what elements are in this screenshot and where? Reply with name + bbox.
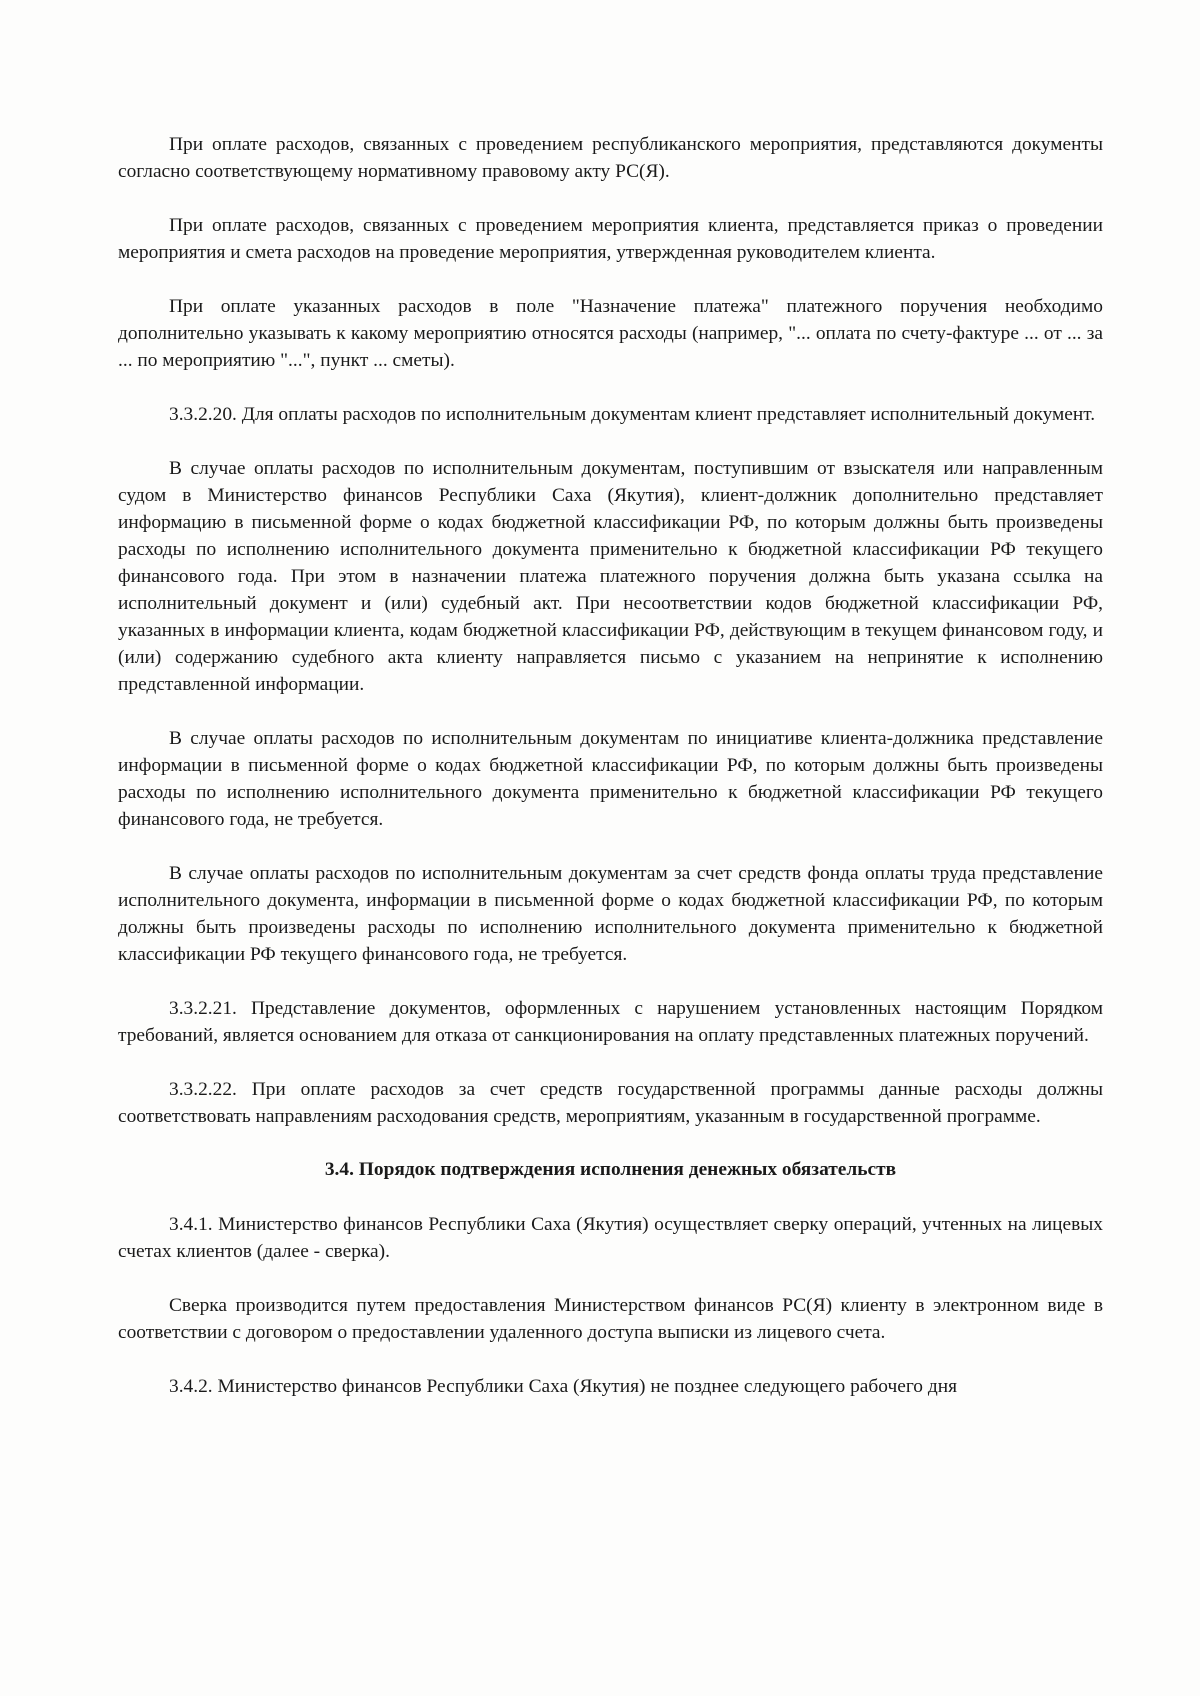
paragraph-3-3-2-20: 3.3.2.20. Для оплаты расходов по исполнительным документам клиент представляет исполнительный документ. — [169, 404, 1096, 425]
paragraph-executive-docs-claimant: В случае оплаты расходов по исполнительным документам, поступившим от взыскателя или направленным судом в Министерство финансов Республики Саха (Якутия), клиент-должник дополнительно представляет информацию в письменной форме о кодах бюджетной классификации РФ, по которым должны быть произведены расходы по исполнению исполнительного документа применительно к бюджетной классификации РФ текущего финансового года. При этом в назначении платежа платежного поручения должна быть указана ссылка на исполнительный документ и (или) судебный акт. При несоответствии кодов бюджетной классификации РФ, указанных в информации клиента, кодам бюджетной классификации РФ, действующим в текущем финансовом году, и (или) содержанию судебного акта клиенту направляется письмо с указанием на непринятие к исполнению представленной информации. — [118, 458, 1103, 695]
paragraph-3-4-1: 3.4.1. Министерство финансов Республики Саха (Якутия) осуществляет сверку операций, учтенных на лицевых счетах клиентов (далее - сверка). — [118, 1214, 1103, 1262]
paragraph-executive-docs-payroll: В случае оплаты расходов по исполнительным документам за счет средств фонда оплаты труда представление исполнительного документа, информации в письменной форме о кодах бюджетной классификации РФ, по которым должны быть произведены расходы по исполнению исполнительного документа применительно к бюджетной классификации РФ текущего финансового года, не требуется. — [118, 863, 1103, 965]
paragraph-client-event: При оплате расходов, связанных с проведением мероприятия клиента, представляется приказ о проведении мероприятия и смета расходов на проведение мероприятия, утвержденная руководителем клиента. — [118, 215, 1103, 263]
document-body — [118, 131, 1103, 1427]
paragraph-3-3-2-22: 3.3.2.22. При оплате расходов за счет средств государственной программы данные расходы должны соответствовать направлениям расходования средств, мероприятиям, указанным в государственной программе. — [118, 1079, 1103, 1127]
section-heading-3-4: 3.4. Порядок подтверждения исполнения денежных обязательств — [324, 1159, 897, 1180]
paragraph-executive-docs-initiative: В случае оплаты расходов по исполнительным документам по инициативе клиента-должника представление информации в письменной форме о кодах бюджетной классификации РФ, по которым должны быть произведены расходы по исполнению исполнительного документа применительно к бюджетной классификации РФ текущего финансового года, не требуется. — [118, 728, 1103, 830]
paragraph-3-4-2: 3.4.2. Министерство финансов Республики Саха (Якутия) не позднее следующего рабочего дня — [169, 1376, 957, 1397]
paragraph-republican-event: При оплате расходов, связанных с проведением республиканского мероприятия, представляются документы согласно соответствующему нормативному правовому акту РС(Я). — [118, 134, 1103, 182]
paragraph-reconciliation: Сверка производится путем предоставления Министерством финансов РС(Я) клиенту в электронном виде в соответствии с договором о предоставлении удаленного доступа выписки из лицевого счета. — [118, 1295, 1103, 1343]
paragraph-3-3-2-21: 3.3.2.21. Представление документов, оформленных с нарушением установленных настоящим Порядком требований, является основанием для отказа от санкционирования на оплату представленных платежных поручений. — [118, 998, 1103, 1046]
paragraph-payment-purpose: При оплате указанных расходов в поле "Назначение платежа" платежного поручения необходимо дополнительно указывать к какому мероприятию относятся расходы (например, "... оплата по счету-фактуре ... от ... за ... по мероприятию "...", пункт ... сметы). — [118, 296, 1103, 371]
